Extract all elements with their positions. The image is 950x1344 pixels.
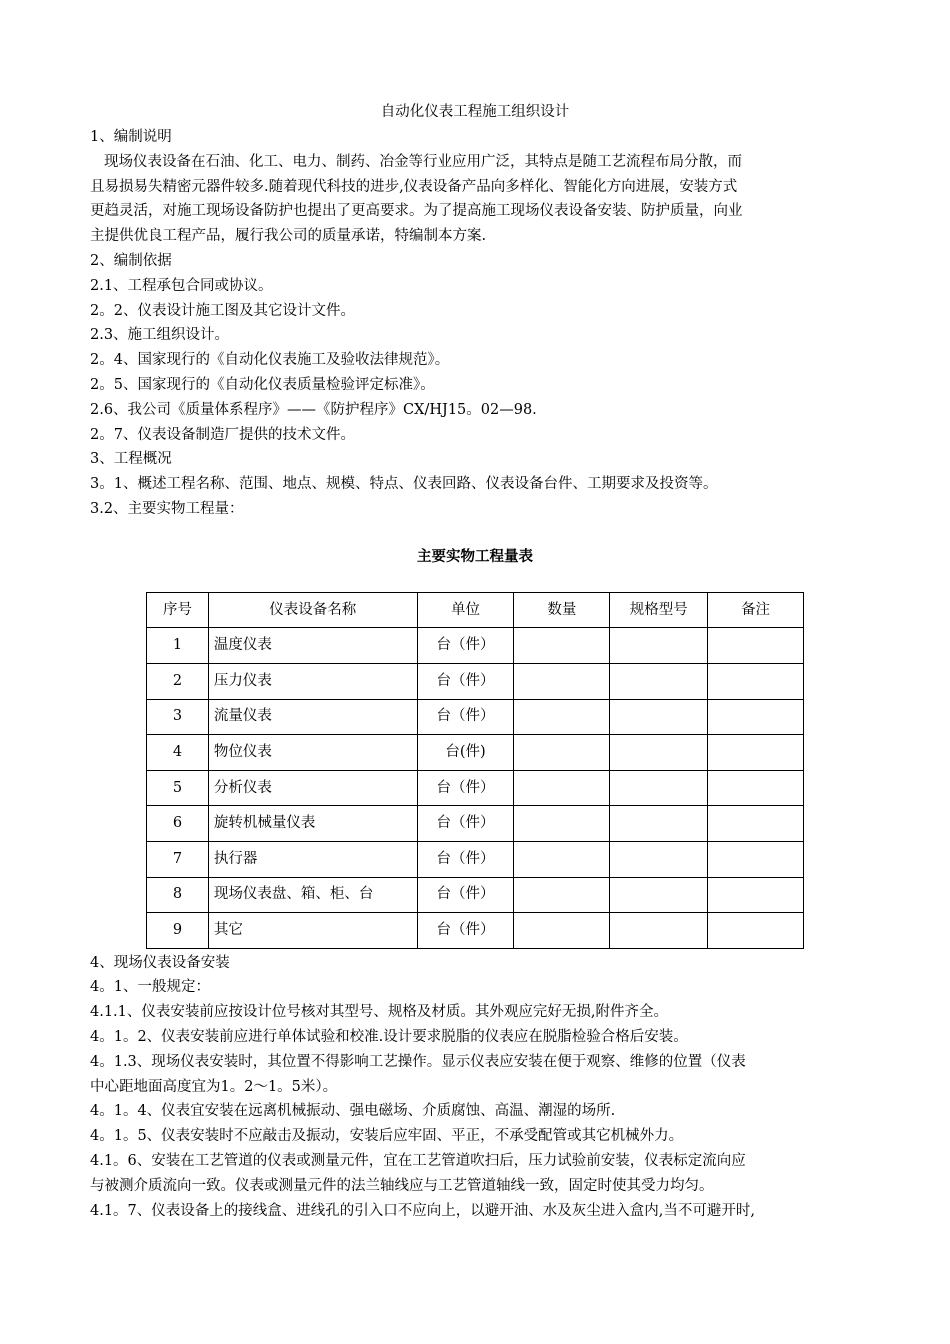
cell-spec-model [610, 628, 708, 664]
cell-index: 2 [147, 663, 209, 699]
table-row [147, 628, 804, 664]
section-4-line: 4。1。4、仪表宜安装在远离机械振动、强电磁场、介质腐蚀、高温、潮湿的场所. [90, 1103, 616, 1120]
cell-index: 3 [147, 699, 209, 735]
section-4-line: 4。1。5、仪表安装时不应敲击及振动，安装后应牢固、平正，不承受配管或其它机械外力。 [90, 1128, 684, 1145]
cell-quantity [514, 699, 610, 735]
section-1-paragraph-line: 主提供优良工程产品，履行我公司的质量承诺，特编制本方案. [90, 228, 487, 245]
section-2-item: 2。2、仪表设计施工图及其它设计文件。 [90, 302, 355, 319]
column-header: 数量 [514, 592, 610, 628]
section-4-line: 4.1.1、仪表安装前应按设计位号核对其型号、规格及材质。其外观应完好无损,附件齐全。 [90, 1004, 668, 1021]
cell-quantity [514, 663, 610, 699]
table-row [147, 806, 804, 842]
quantity-table [146, 592, 804, 949]
cell-spec-model [610, 699, 708, 735]
column-header: 备注 [708, 592, 804, 628]
cell-quantity [514, 806, 610, 842]
cell-index: 4 [147, 735, 209, 771]
cell-device-name: 流量仪表 [208, 699, 417, 735]
section-2-item: 2.6、我公司《质量体系程序》——《防护程序》CX/HJ15。02—98. [90, 401, 537, 418]
table-row [147, 841, 804, 877]
cell-index: 9 [147, 913, 209, 949]
table-title: 主要实物工程量表 [417, 548, 533, 565]
cell-remark [708, 770, 804, 806]
section-1-paragraph-line: 现场仪表设备在石油、化工、电力、制药、冶金等行业应用广泛，其特点是随工艺流程布局分散，而 [104, 153, 742, 170]
section-2-item: 2。4、国家现行的《自动化仪表施工及验收法律规范》。 [90, 352, 450, 369]
column-header: 单位 [417, 592, 514, 628]
cell-device-name: 执行器 [208, 841, 417, 877]
cell-remark [708, 699, 804, 735]
cell-spec-model [610, 806, 708, 842]
cell-device-name: 其它 [208, 913, 417, 949]
section-4-line: 4。1、一般规定： [90, 979, 210, 996]
cell-unit: 台（件） [417, 699, 514, 735]
table-row [147, 877, 804, 913]
cell-quantity [514, 770, 610, 806]
cell-device-name: 压力仪表 [208, 663, 417, 699]
section-4-line: 4.1。7、仪表设备上的接线盒、进线孔的引入口不应向上，以避开油、水及灰尘进入盒内,当不可避开时, [90, 1202, 755, 1219]
section-2-item: 2。7、仪表设备制造厂提供的技术文件。 [90, 426, 355, 443]
section-2-item: 2.3、施工组织设计。 [90, 327, 230, 344]
table-row [147, 663, 804, 699]
cell-unit: 台（件） [417, 877, 514, 913]
cell-spec-model [610, 877, 708, 913]
section-4-line: 中心距地面高度宜为1。2～1。5米）。 [90, 1078, 338, 1095]
cell-device-name: 现场仪表盘、箱、柜、台 [208, 877, 417, 913]
cell-quantity [514, 877, 610, 913]
cell-device-name: 物位仪表 [208, 735, 417, 771]
cell-unit: 台（件） [417, 841, 514, 877]
cell-unit: 台（件） [417, 806, 514, 842]
cell-spec-model [610, 663, 708, 699]
cell-index: 6 [147, 806, 209, 842]
table-row [147, 735, 804, 771]
cell-quantity [514, 735, 610, 771]
section-3-item: 3.2、主要实物工程量： [90, 500, 244, 517]
section-3-heading: 3、工程概况 [90, 451, 172, 468]
section-1-paragraph-line: 更趋灵活，对施工现场设备防护也提出了更高要求。为了提高施工现场仪表设备安装、防护质量，向业 [90, 203, 743, 220]
column-header: 序号 [147, 592, 209, 628]
column-header: 仪表设备名称 [208, 592, 417, 628]
cell-remark [708, 663, 804, 699]
section-2-item: 2。5、国家现行的《自动化仪表质量检验评定标准》。 [90, 376, 435, 393]
section-3-item: 3。1、概述工程名称、范围、地点、规模、特点、仪表回路、仪表设备台件、工期要求及投资等。 [90, 476, 718, 493]
cell-remark [708, 877, 804, 913]
column-header: 规格型号 [610, 592, 708, 628]
section-1-heading: 1、编制说明 [90, 129, 172, 145]
cell-remark [708, 806, 804, 842]
section-2-item: 2.1、工程承包合同或协议。 [90, 277, 273, 294]
table-row [147, 699, 804, 735]
cell-remark [708, 735, 804, 771]
section-4-line: 4。1。2、仪表安装前应进行单体试验和校准.设计要求脱脂的仪表应在脱脂检验合格后安装。 [90, 1029, 688, 1046]
cell-unit: 台(件) [417, 735, 514, 771]
document-body [90, 100, 860, 1223]
table-header-row [147, 592, 804, 628]
table-row [147, 770, 804, 806]
section-4-line: 4.1。6、安装在工艺管道的仪表或测量元件，宜在工艺管道吹扫后，压力试验前安装，仪表标定流向应 [90, 1153, 746, 1170]
table-row [147, 913, 804, 949]
section-4-line: 与被测介质流向一致。仪表或测量元件的法兰轴线应与工艺管道轴线一致，固定时使其受力均匀。 [90, 1177, 714, 1194]
cell-quantity [514, 913, 610, 949]
section-1-paragraph-line: 且易损易失精密元器件较多.随着现代科技的进步,仪表设备产品向多样化、智能化方向进展，安装方式 [90, 178, 738, 195]
cell-index: 8 [147, 877, 209, 913]
cell-device-name: 旋转机械量仪表 [208, 806, 417, 842]
section-4-heading: 4、现场仪表设备安装 [90, 954, 230, 971]
cell-spec-model [610, 913, 708, 949]
cell-device-name: 分析仪表 [208, 770, 417, 806]
cell-quantity [514, 628, 610, 664]
cell-unit: 台（件） [417, 663, 514, 699]
section-2-heading: 2、编制依据 [90, 252, 172, 269]
cell-spec-model [610, 735, 708, 771]
cell-index: 1 [147, 628, 209, 664]
cell-remark [708, 841, 804, 877]
cell-remark [708, 913, 804, 949]
cell-index: 5 [147, 770, 209, 806]
cell-remark [708, 628, 804, 664]
cell-quantity [514, 841, 610, 877]
cell-device-name: 温度仪表 [208, 628, 417, 664]
cell-spec-model [610, 770, 708, 806]
section-4-line: 4。1.3、现场仪表安装时，其位置不得影响工艺操作。显示仪表应安装在便于观察、维修的位置（仪表 [90, 1053, 746, 1070]
cell-spec-model [610, 841, 708, 877]
cell-index: 7 [147, 841, 209, 877]
document-title: 自动化仪表工程施工组织设计 [380, 104, 570, 120]
cell-unit: 台（件） [417, 628, 514, 664]
cell-unit: 台（件） [417, 770, 514, 806]
cell-unit: 台（件） [417, 913, 514, 949]
